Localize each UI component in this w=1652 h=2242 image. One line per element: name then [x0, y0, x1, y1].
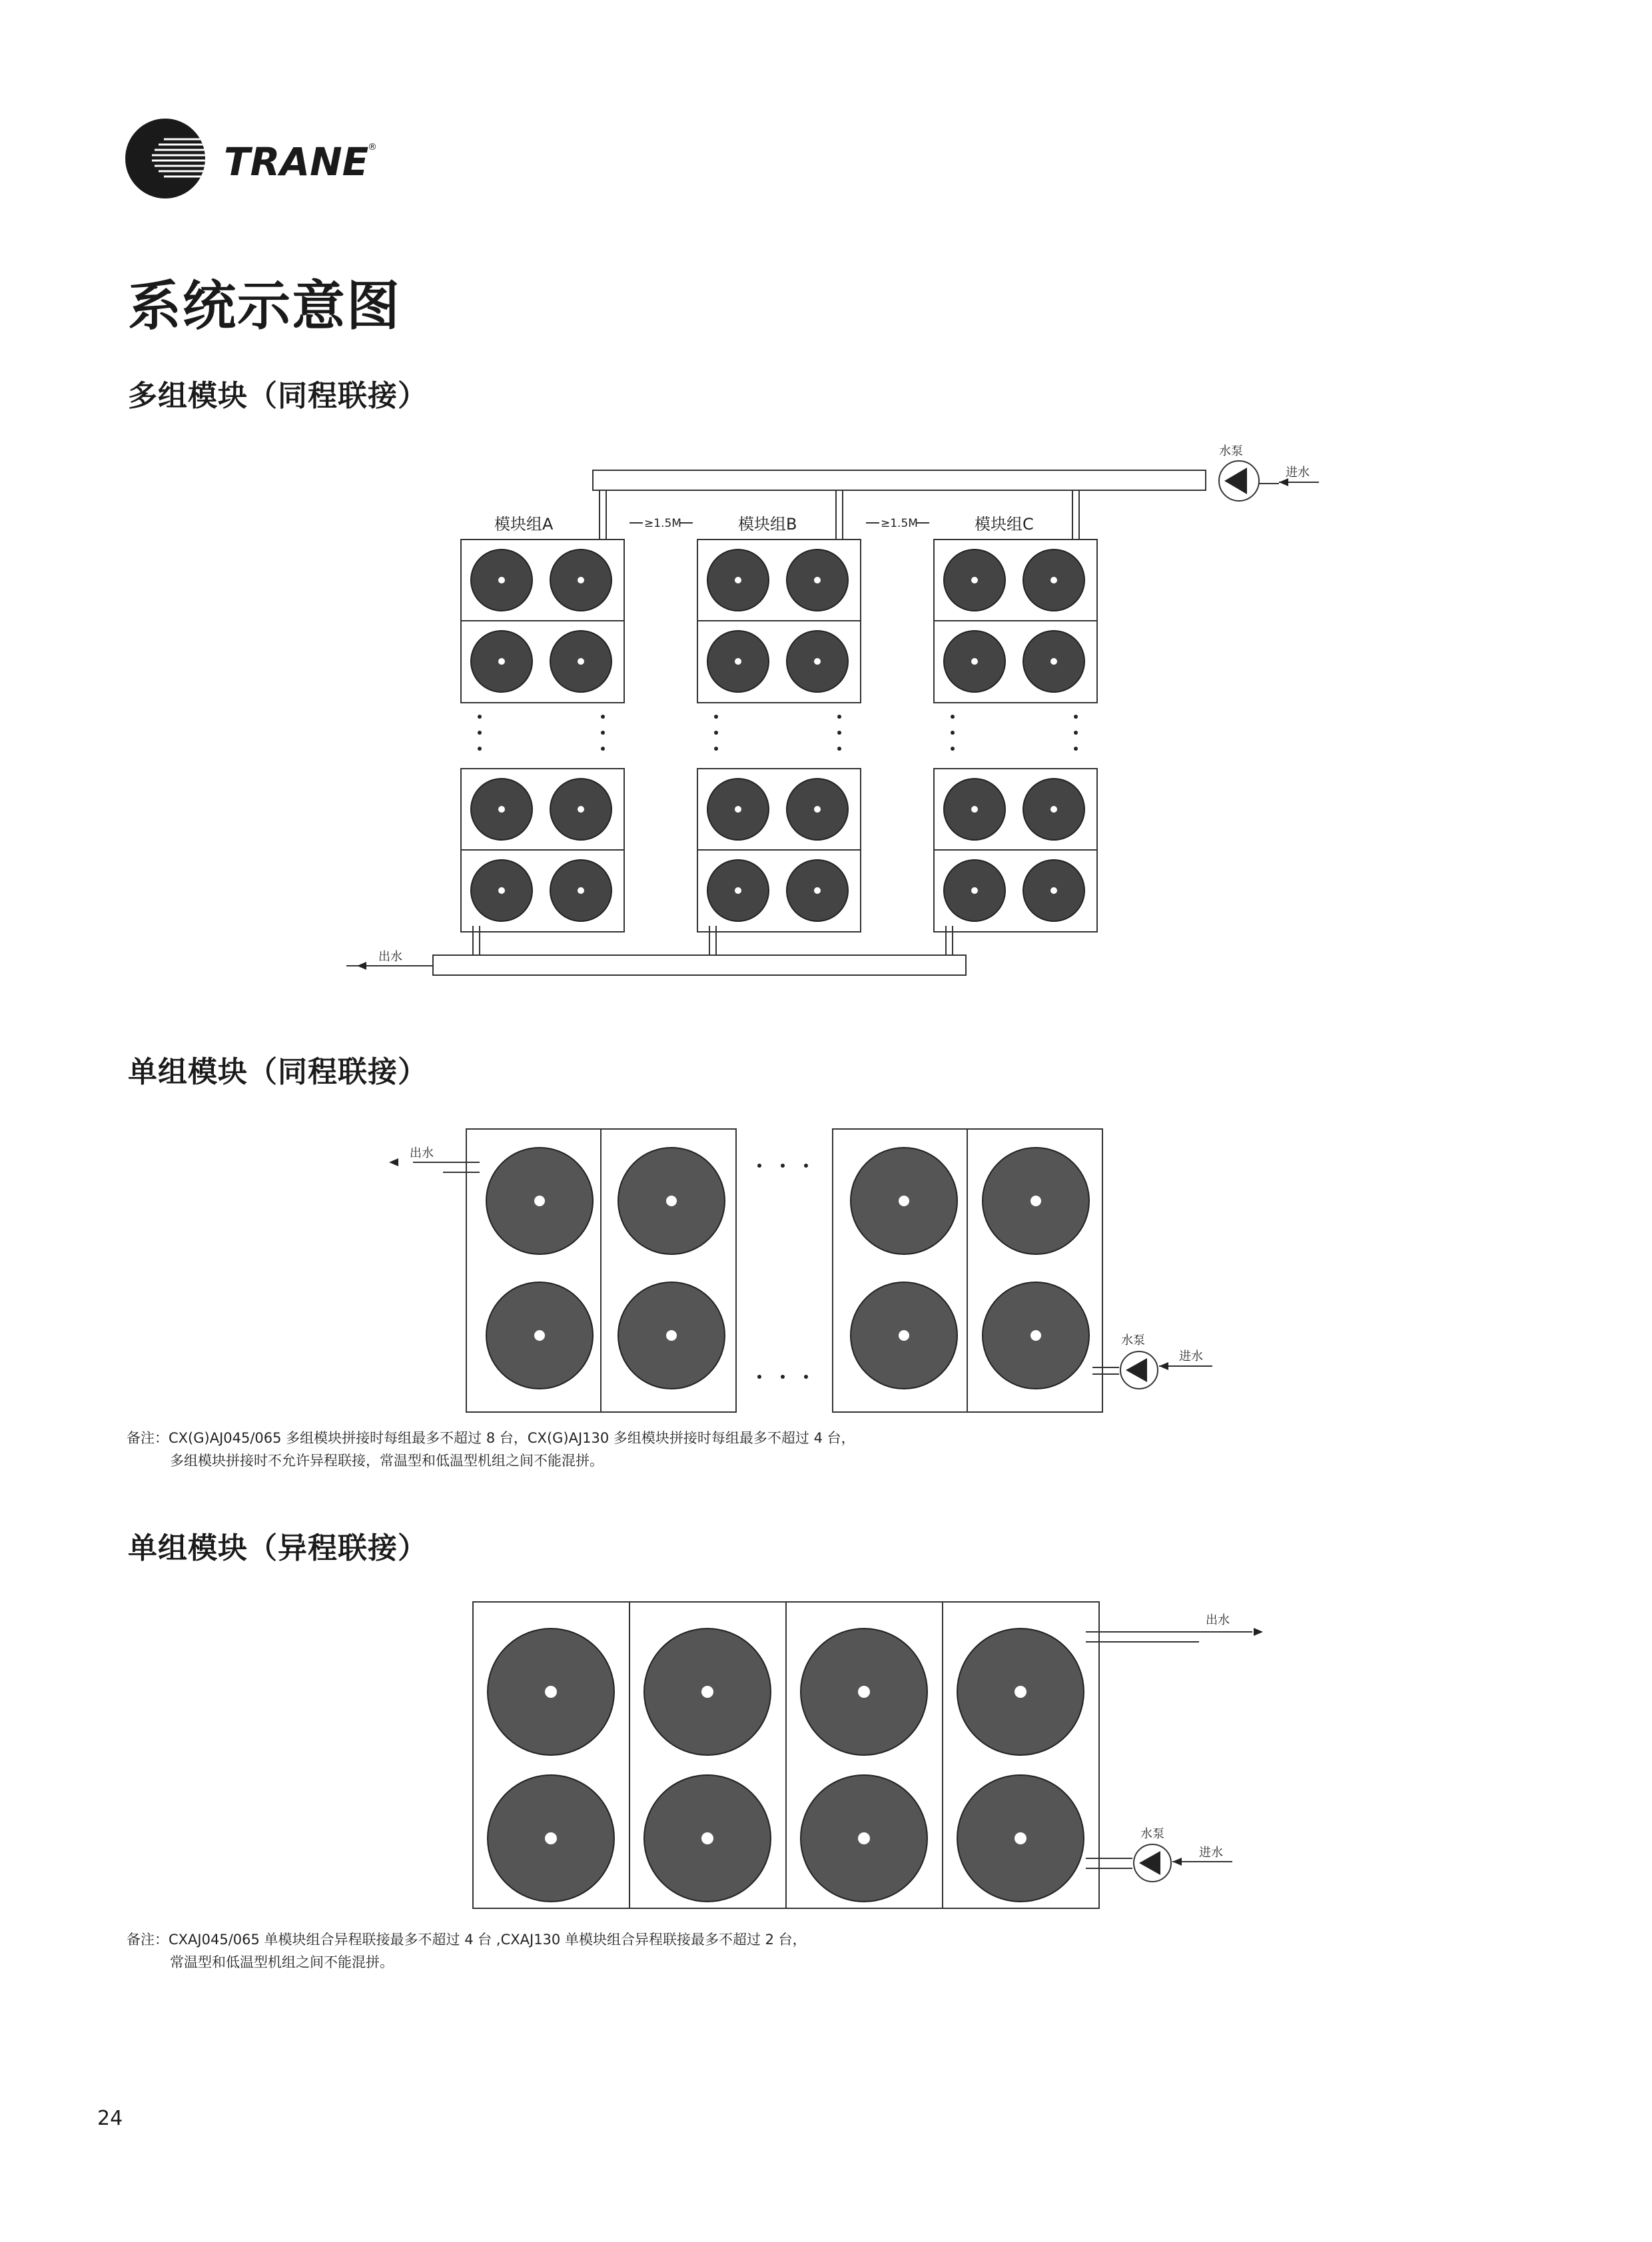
section-title-single-group-reverse-return: 单组模块（异程联接）: [128, 1531, 428, 1565]
note-single-group-reverse-return: [127, 1928, 807, 1974]
single-group-reverse-return-diagram: [466, 1595, 1266, 1915]
note-line: 多组模块拼接时不允许异程联接，常温型和低温型机组之间不能混拼。: [170, 1453, 604, 1469]
page-title: 系统示意图: [128, 275, 401, 337]
note-single-group-same-path: [127, 1427, 855, 1472]
note-line: 常温型和低温型机组之间不能混拼。: [170, 1954, 394, 1970]
spacing-label-bc: ≥1.5M: [881, 517, 918, 530]
water-pump-icon: [1134, 1844, 1171, 1882]
pump-label: 水泵: [1121, 1333, 1145, 1347]
section-title-single-group-same-path: 单组模块（同程联接）: [128, 1055, 428, 1089]
note-line: 备注：CX(G)AJ045/065 多组模块拼接时每组最多不超过 8 台，CX(G)AJ130 多组模块拼接时每组最多不超过 4 台，: [127, 1430, 855, 1446]
group-label-b: 模块组B: [738, 515, 797, 534]
inlet-label: 进水: [1179, 1349, 1203, 1363]
outlet-label: 出水: [378, 950, 402, 964]
inlet-label: 进水: [1199, 1846, 1223, 1860]
registered-mark: ®: [368, 142, 377, 153]
water-pump-icon: [1219, 461, 1259, 501]
fan-icon: [471, 550, 1084, 921]
page-number: 24: [97, 2107, 123, 2130]
multi-group-diagram: [346, 440, 1319, 999]
spacing-label-ab: ≥1.5M: [644, 517, 681, 530]
group-label-a: 模块组A: [494, 515, 554, 534]
group-label-c: 模块组C: [975, 515, 1034, 534]
inlet-label: 进水: [1286, 466, 1310, 480]
pump-label: 水泵: [1140, 1827, 1164, 1841]
section-title-multi-group: 多组模块（同程联接）: [128, 379, 428, 413]
outlet-label: 出水: [410, 1146, 434, 1160]
pump-label: 水泵: [1219, 444, 1243, 458]
trane-logo: [124, 117, 390, 202]
water-pump-icon: [1120, 1351, 1158, 1389]
brand-wordmark: TRANE: [224, 139, 369, 185]
outlet-label: 出水: [1206, 1613, 1230, 1627]
note-line: 备注：CXAJ045/065 单模块组合异程联接最多不超过 4 台 ,CXAJ130 单模块组合异程联接最多不超过 2 台，: [127, 1932, 807, 1948]
single-group-same-path-diagram: [380, 1122, 1246, 1415]
